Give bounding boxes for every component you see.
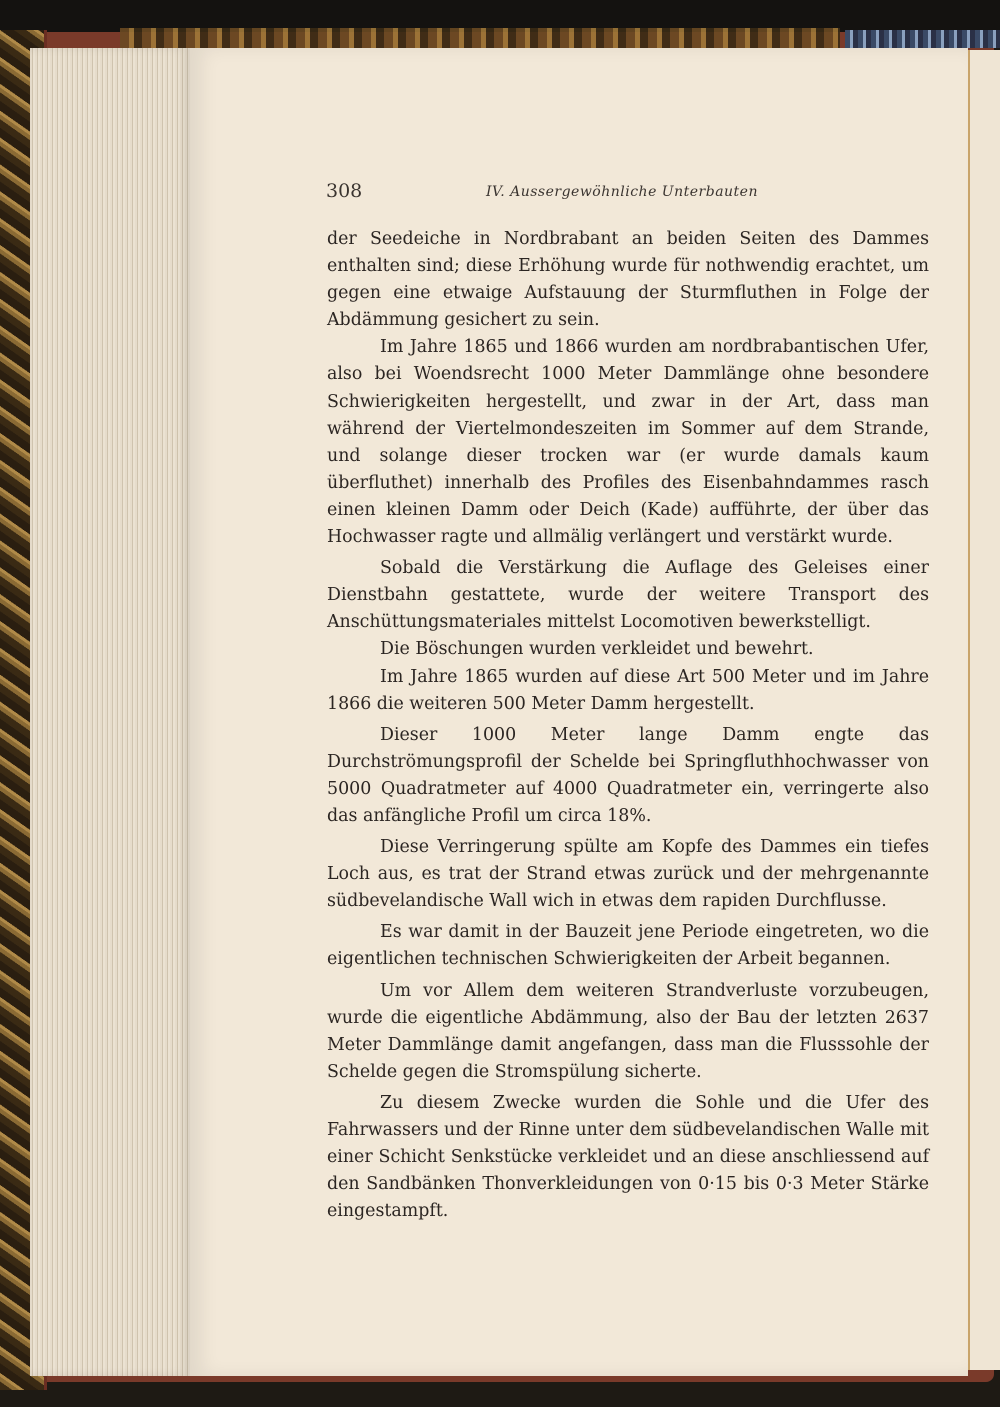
paragraph-6: Dieser 1000 Meter lange Damm engte das Durchströmungsprofil der Schelde bei Springfluthhochwasser von 5000 Quadratmeter auf 4000 Quadratmeter ein, verringerte also das anfängliche Profil um circa 18%. (327, 724, 929, 826)
paragraph-2: Im Jahre 1865 und 1866 wurden am nordbrabantischen Ufer, also bei Woendsrecht 1000 Meter Dammlänge ohne besondere Schwierigkeiten hergestellt, und zwar in der Art, dass man während der Viertelmondeszeiten im Sommer auf dem Strande, und solange dieser trocken war (er wurde damals kaum überfluthet) innerhalb des Profiles des Eisenbahndammes rasch einen kleinen Damm oder Deich (Kade) aufführte, der über das Hochwasser ragte und allmälig verlängert und verstärkt wurde. (327, 337, 929, 548)
facing-page-edge (968, 50, 1000, 1370)
paragraph-10: Zu diesem Zwecke wurden die Sohle und die Ufer des Fahrwassers und der Rinne unter dem südbevelandischen Walle mit einer Schicht Senkstücke verkleidet und an diese anschliessend auf den Sandbänken Thonverkleidungen von 0·15 bis 0·3 Meter Stärke eingestampft. (327, 1092, 929, 1222)
page-header (326, 180, 926, 206)
paragraph-7: Diese Verringerung spülte am Kopfe des Dammes ein tiefes Loch aus, es trat der Strand etwas zurück und der mehrgenannte südbevelandische Wall wich in etwas dem rapiden Durchflusse. (327, 837, 929, 912)
page-number: 308 (326, 180, 363, 202)
body-text (327, 226, 929, 1225)
paragraph-3: Sobald die Verstärkung die Auflage des Geleises einer Dienstbahn gestattete, wurde der weitere Transport des Anschüttungsmateriales mittelst Locomotiven bewerkstelligt. (327, 558, 929, 633)
paragraph-5: Im Jahre 1865 wurden auf diese Art 500 Meter und im Jahre 1866 die weiteren 500 Meter Damm hergestellt. (327, 666, 929, 714)
paragraph-9: Um vor Allem dem weiteren Strandverluste vorzubeugen, wurde die eigentliche Abdämmung, also der Bau der letzten 2637 Meter Dammlänge damit angefangen, dass man die Flusssohle der Schelde gegen die Stromspülung sicherte. (327, 980, 929, 1082)
marbled-endpaper-top (120, 28, 840, 48)
paragraph-8: Es war damit in der Bauzeit jene Periode eingetreten, wo die eigentlichen technischen Schwierigkeiten der Arbeit begannen. (327, 922, 929, 970)
running-head: IV. Aussergewöhnliche Unterbauten (486, 184, 758, 200)
page-stack-edges (30, 48, 190, 1376)
marbled-endpaper-right (845, 30, 1000, 48)
paragraph-4: Die Böschungen wurden verkleidet und bewehrt. (380, 639, 814, 660)
paragraph-1: der Seedeiche in Nordbrabant an beiden Seiten des Dammes enthalten sind; diese Erhöhung wurde für nothwendig erachtet, um gegen eine etwaige Aufstauung der Sturmfluthen in Folge der Abdämmung gesichert zu sein. (327, 229, 929, 331)
